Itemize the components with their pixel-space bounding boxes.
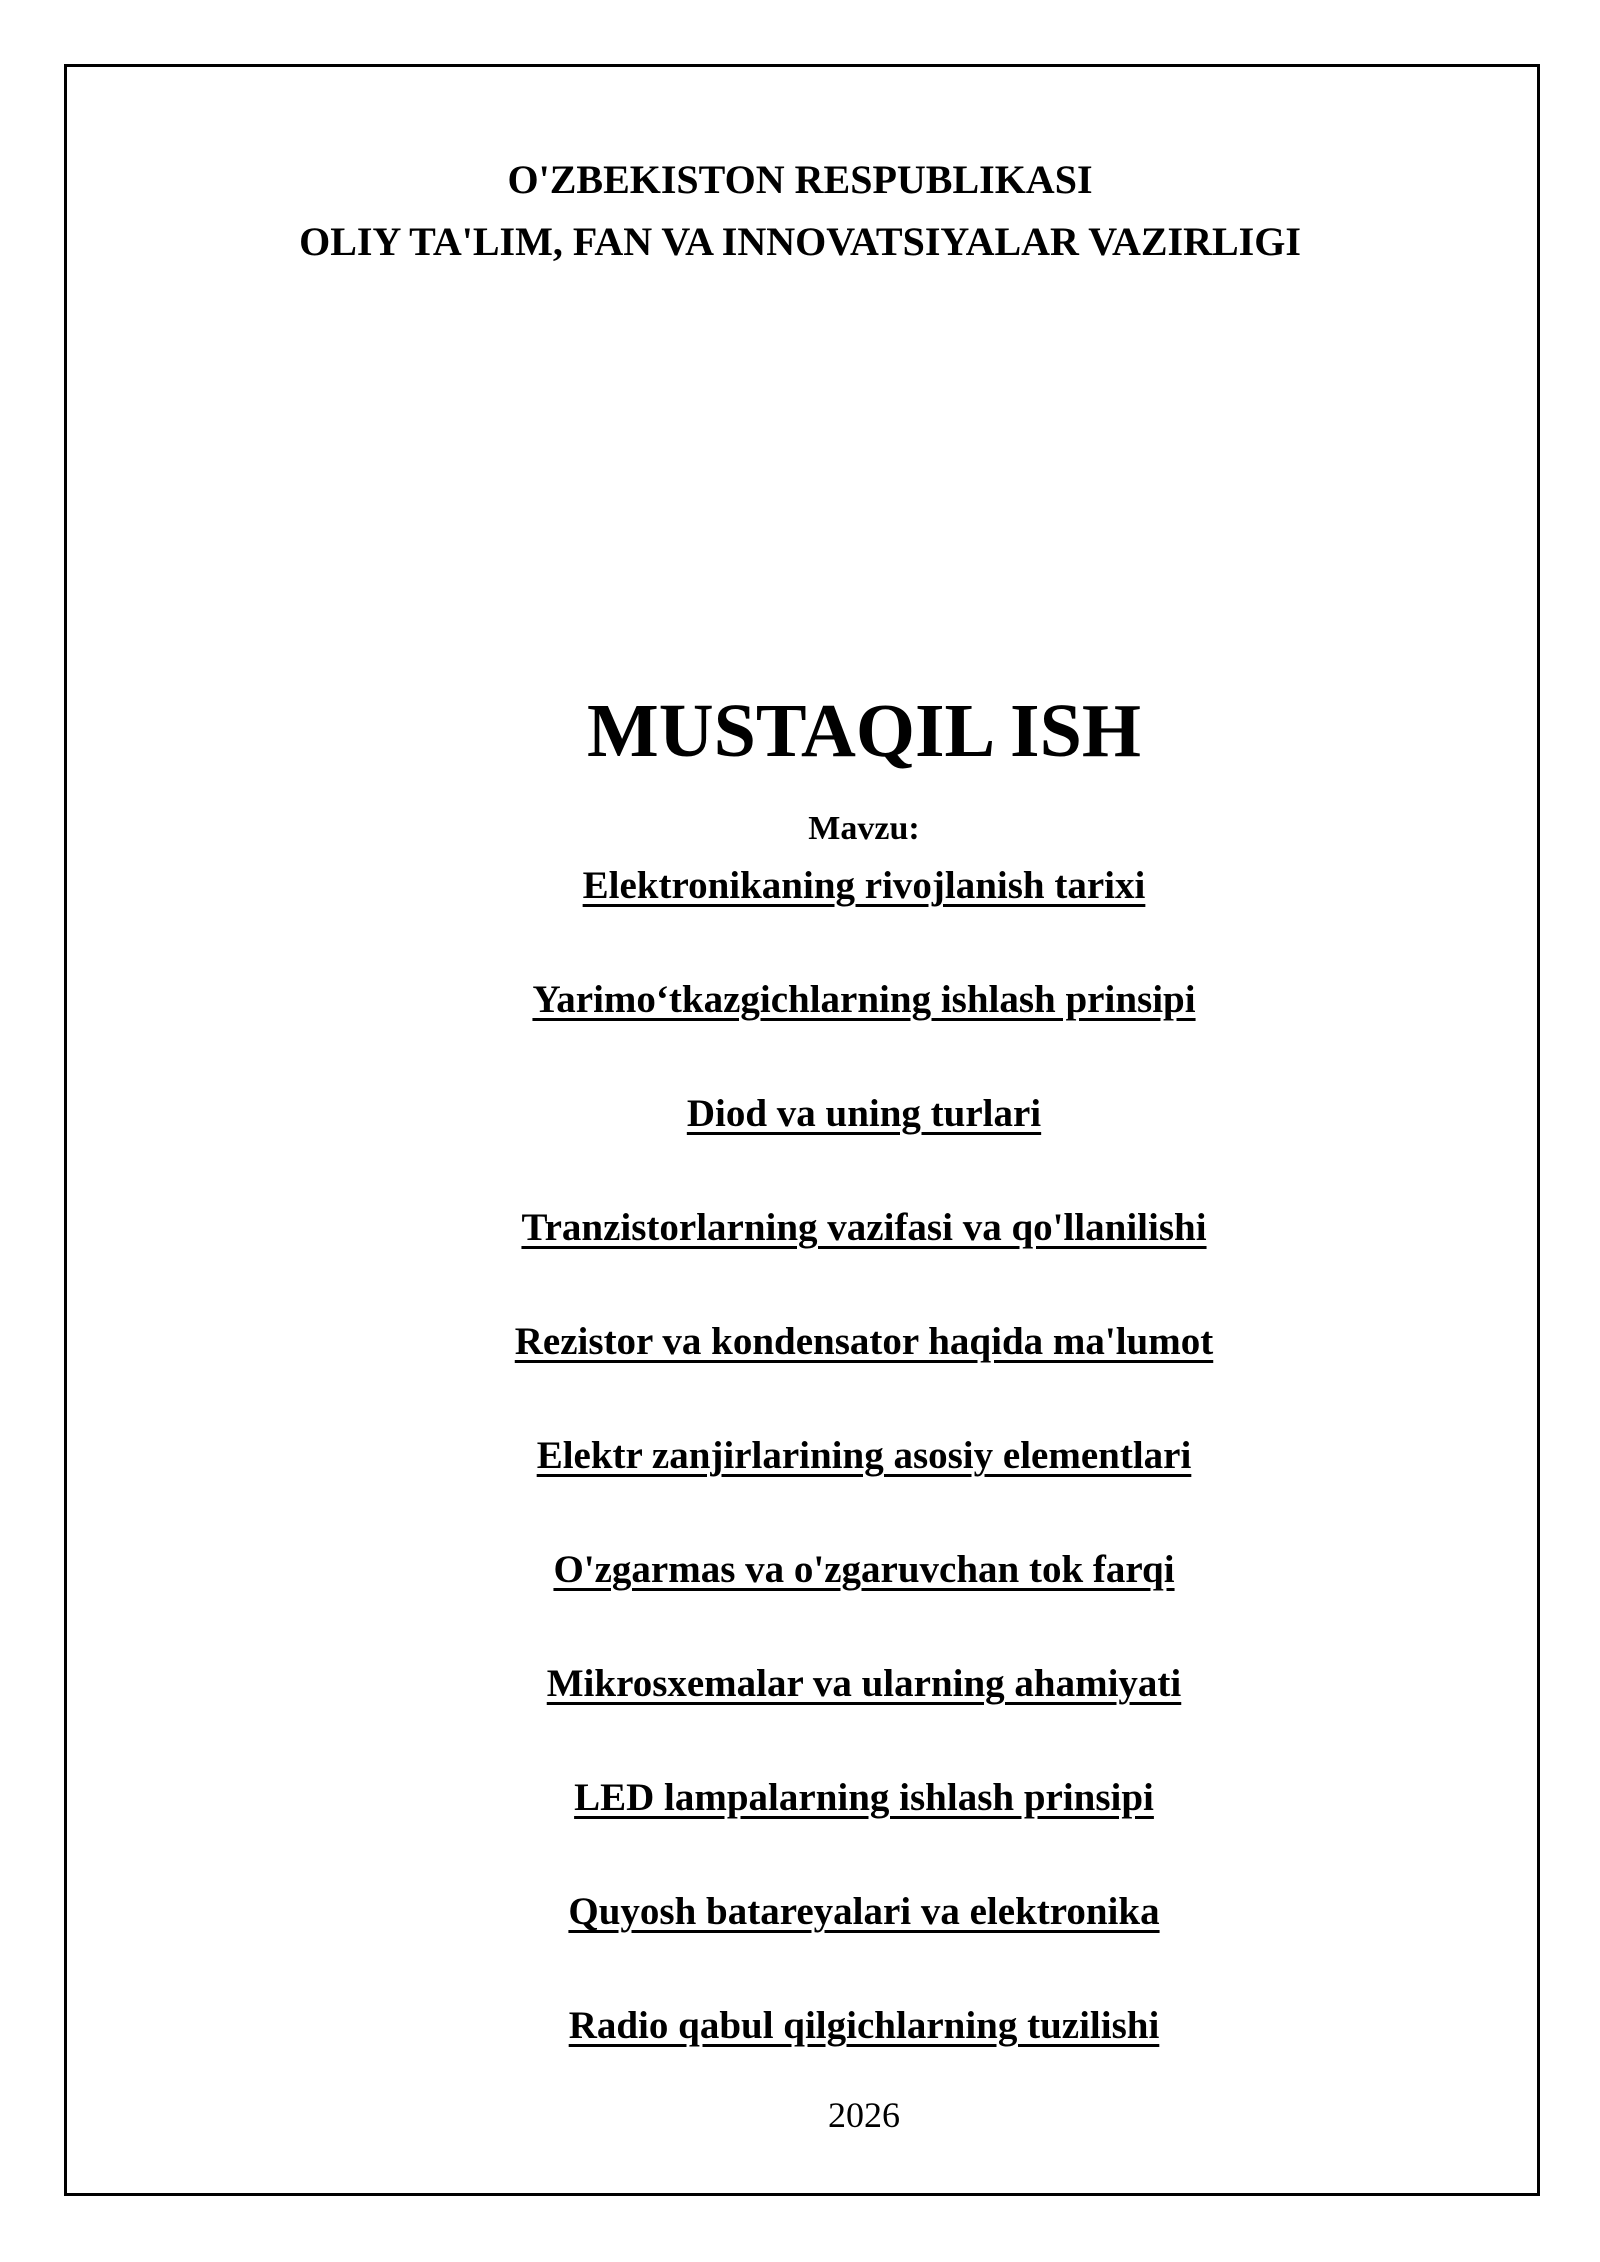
topic-text: Diod va uning turlari (686, 1092, 1042, 1135)
topic-text: O'zgarmas va o'zgaruvchan tok farqi (553, 1548, 1175, 1591)
header-ministry: OLIY TA'LIM, FAN VA INNOVATSIYALAR VAZIRLIGI (299, 219, 1301, 264)
topic-text: LED lampalarning ishlash prinsipi (574, 1776, 1154, 1819)
document-title: MUSTAQIL ISH (587, 689, 1141, 773)
topic-item (64, 1434, 1600, 1548)
topic-text: Radio qabul qilgichlarning tuzilishi (568, 2004, 1160, 2047)
topic-item (64, 978, 1600, 1092)
document-year: 2026 (828, 2095, 900, 2135)
topic-text: Mikrosxemalar va ularning ahamiyati (546, 1662, 1182, 1705)
topic-item (64, 1776, 1600, 1890)
topic-item (64, 1662, 1600, 1776)
topic-text: Elektr zanjirlarining asosiy elementlari (536, 1434, 1192, 1477)
topic-text: Quyosh batareyalari va elektronika (568, 1890, 1160, 1933)
topic-label: Mavzu: (808, 810, 920, 847)
topic-text: Rezistor va kondensator haqida ma'lumot (514, 1320, 1214, 1363)
topic-text: Elektronikaning rivojlanish tarixi (582, 864, 1146, 907)
topic-item (64, 1206, 1600, 1320)
header-country: O'ZBEKISTON RESPUBLIKASI (507, 157, 1093, 202)
topic-item (64, 1320, 1600, 1434)
topic-list (64, 864, 1600, 2118)
topic-item (64, 864, 1600, 978)
topic-item (64, 1092, 1600, 1206)
topic-item (64, 1890, 1600, 2004)
topic-text: Yarimo‘tkazgichlarning ishlash prinsipi (532, 978, 1196, 1021)
topic-text: Tranzistorlarning vazifasi va qo'llanilishi (521, 1206, 1207, 1249)
topic-item (64, 1548, 1600, 1662)
